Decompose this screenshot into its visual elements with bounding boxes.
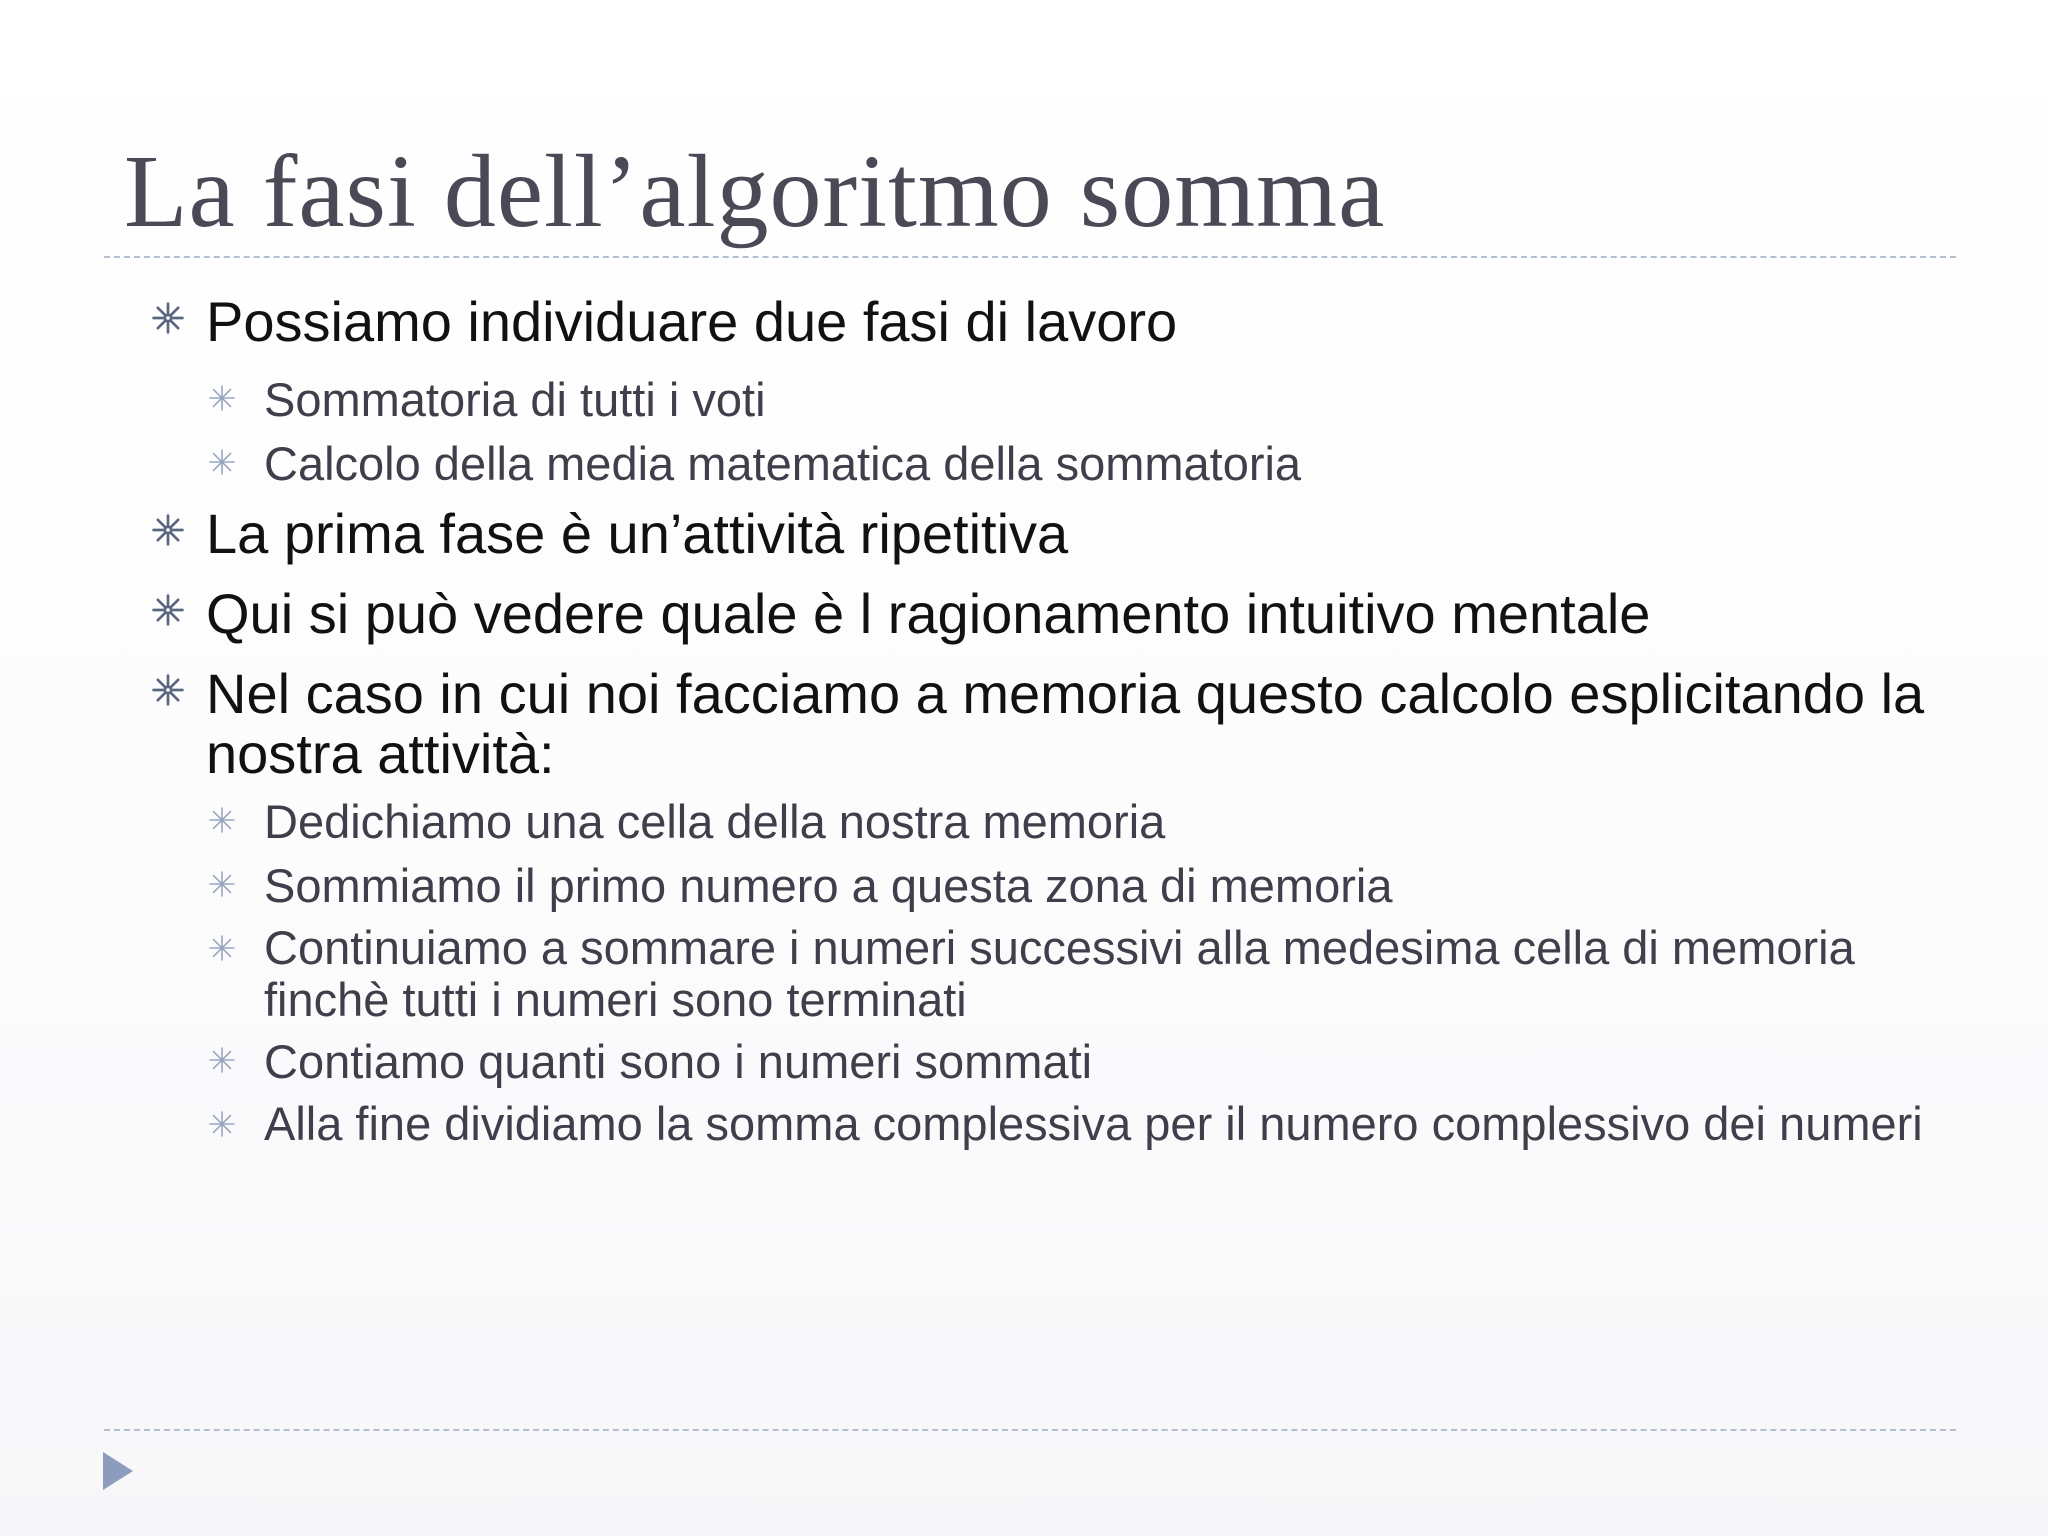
bullet-text: Qui si può vedere quale è l ragionamento intuitivo mentale <box>206 582 1651 645</box>
snowflake-bullet-icon <box>150 300 186 336</box>
asterisk-bullet-icon <box>206 868 238 900</box>
sub-bullet-text: Sommatoria di tutti i voti <box>264 373 766 426</box>
bottom-divider <box>104 1429 1956 1431</box>
snowflake-bullet-icon <box>150 592 186 628</box>
sub-bullet-text: Continuiamo a sommare i numeri successivi alla medesima cella di memoria finchè tutti i numeri sono terminati <box>264 921 1855 1026</box>
bullet-list <box>150 292 1950 1158</box>
bullet-item <box>150 584 1950 644</box>
asterisk-bullet-icon <box>206 804 238 836</box>
sub-bullet-item <box>150 436 1950 492</box>
asterisk-bullet-icon <box>206 1044 238 1076</box>
sub-bullet-text: Sommiamo il primo numero a questa zona di memoria <box>264 859 1393 912</box>
slide-title: La fasi dell’algoritmo somma <box>124 134 1386 249</box>
top-divider <box>104 256 1956 258</box>
snowflake-bullet-icon <box>150 672 186 708</box>
sub-bullet-item <box>150 1098 1950 1150</box>
sub-bullet-text: Contiamo quanti sono i numeri sommati <box>264 1035 1093 1088</box>
sub-bullet-item <box>150 858 1950 914</box>
bullet-item <box>150 292 1950 352</box>
sub-bullet-item <box>150 794 1950 850</box>
asterisk-bullet-icon <box>206 382 238 414</box>
bullet-item <box>150 664 1950 784</box>
bullet-text: Possiamo individuare due fasi di lavoro <box>206 290 1178 353</box>
bullet-text: La prima fase è un’attività ripetitiva <box>206 502 1069 565</box>
bullet-item <box>150 504 1950 564</box>
asterisk-bullet-icon <box>206 932 238 964</box>
sub-bullet-item <box>150 922 1950 1026</box>
asterisk-bullet-icon <box>206 1108 238 1140</box>
snowflake-bullet-icon <box>150 512 186 548</box>
sub-bullet-text: Alla fine dividiamo la somma complessiva per il numero complessivo dei numeri <box>264 1097 1923 1150</box>
sub-bullet-text: Calcolo della media matematica della sommatoria <box>264 437 1302 490</box>
sub-bullet-item <box>150 372 1950 428</box>
sub-bullet-text: Dedichiamo una cella della nostra memoria <box>264 795 1166 848</box>
triangle-next-icon[interactable] <box>101 1450 135 1492</box>
bullet-text: Nel caso in cui noi facciamo a memoria questo calcolo esplicitando la nostra attività: <box>206 662 1925 785</box>
asterisk-bullet-icon <box>206 446 238 478</box>
sub-bullet-item <box>150 1034 1950 1090</box>
